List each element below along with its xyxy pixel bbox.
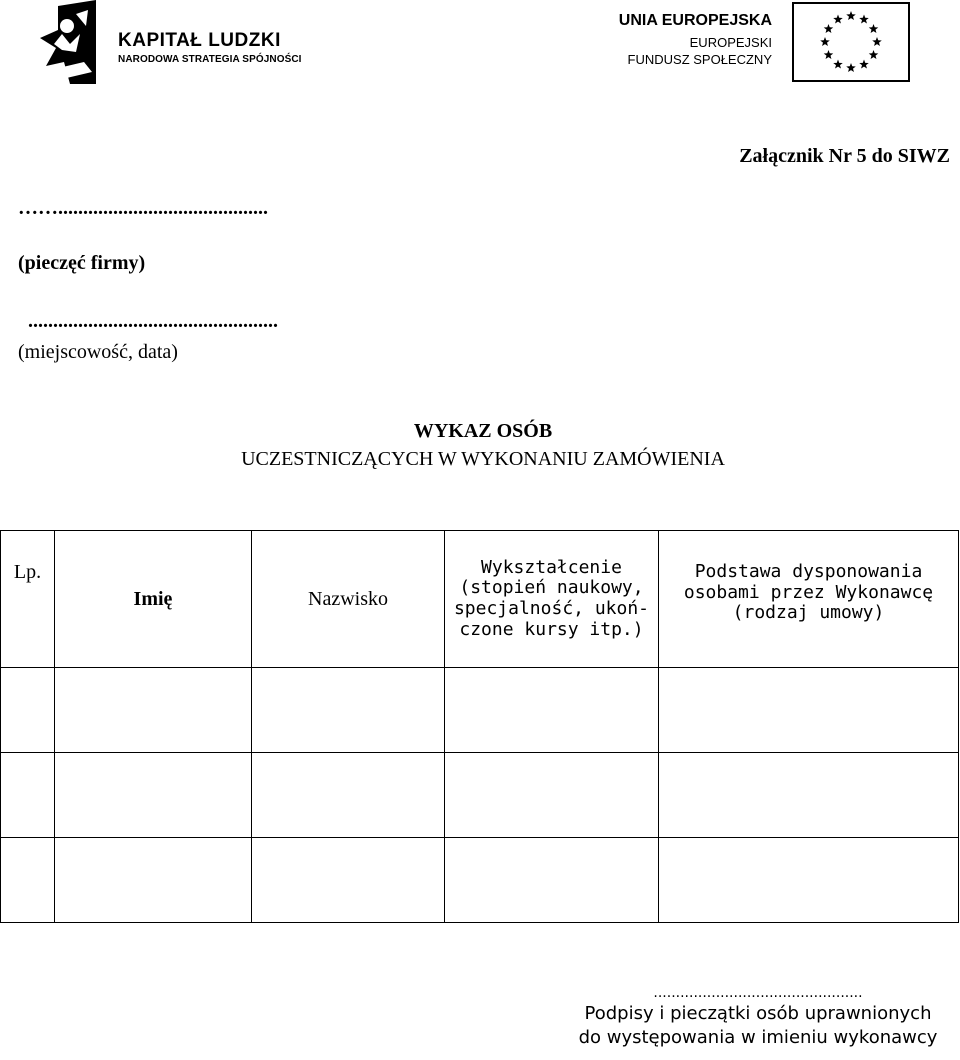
header-education: Wykształcenie (stopień naukowy, specjalność, ukoń-czone kursy itp.) <box>445 531 659 668</box>
eu-logo-line3: FUNDUSZ SPOŁECZNY <box>627 52 772 67</box>
table-header-row <box>1 531 959 668</box>
document-subtitle: UCZESTNICZĄCYCH W WYKONANIU ZAMÓWIENIA <box>241 448 725 470</box>
signature-line2: do występowania w imieniu wykonawcy <box>578 1026 938 1048</box>
stamp-dots: …….......................................... <box>18 197 268 219</box>
eu-star-icon <box>824 24 834 33</box>
eu-star-icon <box>869 50 879 59</box>
cell-education[interactable] <box>445 838 659 923</box>
eu-star-icon <box>820 37 830 46</box>
eu-star-icon <box>846 63 856 72</box>
eu-star-icon <box>859 14 869 23</box>
eu-star-icon <box>824 50 834 59</box>
cell-lp[interactable] <box>1 668 55 753</box>
eu-star-icon <box>833 14 843 23</box>
place-date-dots: .................................................. <box>28 310 278 332</box>
signature-dots: ............................................... <box>653 985 863 1001</box>
cell-first-name[interactable] <box>55 668 252 753</box>
cell-last-name[interactable] <box>252 753 445 838</box>
cell-lp[interactable] <box>1 753 55 838</box>
eu-star-icon <box>872 37 882 46</box>
eu-logo <box>612 0 912 86</box>
table-row <box>1 668 959 753</box>
place-date-label: (miejscowość, data) <box>18 341 178 363</box>
eu-star-icon <box>833 60 843 69</box>
cell-last-name[interactable] <box>252 838 445 923</box>
eu-flag <box>792 2 910 82</box>
cell-first-name[interactable] <box>55 838 252 923</box>
eu-star-icon <box>846 11 856 20</box>
cell-last-name[interactable] <box>252 668 445 753</box>
header-last-name: Nazwisko <box>252 531 445 668</box>
kapital-ludzki-logo <box>40 0 320 86</box>
attachment-label: Załącznik Nr 5 do SIWZ <box>739 145 950 167</box>
document-title: WYKAZ OSÓB <box>413 420 553 442</box>
signature-line1: Podpisy i pieczątki osób uprawnionych <box>584 1003 932 1025</box>
eu-stars-icon <box>794 4 908 80</box>
eu-logo-line2: EUROPEJSKI <box>689 35 772 50</box>
eu-star-icon <box>859 60 869 69</box>
cell-basis[interactable] <box>659 668 959 753</box>
cell-basis[interactable] <box>659 753 959 838</box>
header-first-name: Imię <box>55 531 252 668</box>
persons-table <box>0 530 959 923</box>
stamp-label: (pieczęć firmy) <box>18 252 146 274</box>
header-lp: Lp. <box>1 531 55 668</box>
cell-education[interactable] <box>445 668 659 753</box>
cell-first-name[interactable] <box>55 753 252 838</box>
kapital-ludzki-subtitle: NARODOWA STRATEGIA SPÓJNOŚCI <box>118 54 302 65</box>
cell-basis[interactable] <box>659 838 959 923</box>
eu-star-icon <box>869 24 879 33</box>
header-basis: Podstawa dysponowania osobami przez Wykonawcę (rodzaj umowy) <box>659 531 959 668</box>
kapital-ludzki-title: KAPITAŁ LUDZKI <box>118 30 281 51</box>
signature-block <box>556 984 960 1049</box>
table-row <box>1 838 959 923</box>
eu-logo-line1: UNIA EUROPEJSKA <box>618 12 772 29</box>
cell-lp[interactable] <box>1 838 55 923</box>
kapital-ludzki-emblem-icon <box>40 0 116 86</box>
table-row <box>1 753 959 838</box>
cell-education[interactable] <box>445 753 659 838</box>
